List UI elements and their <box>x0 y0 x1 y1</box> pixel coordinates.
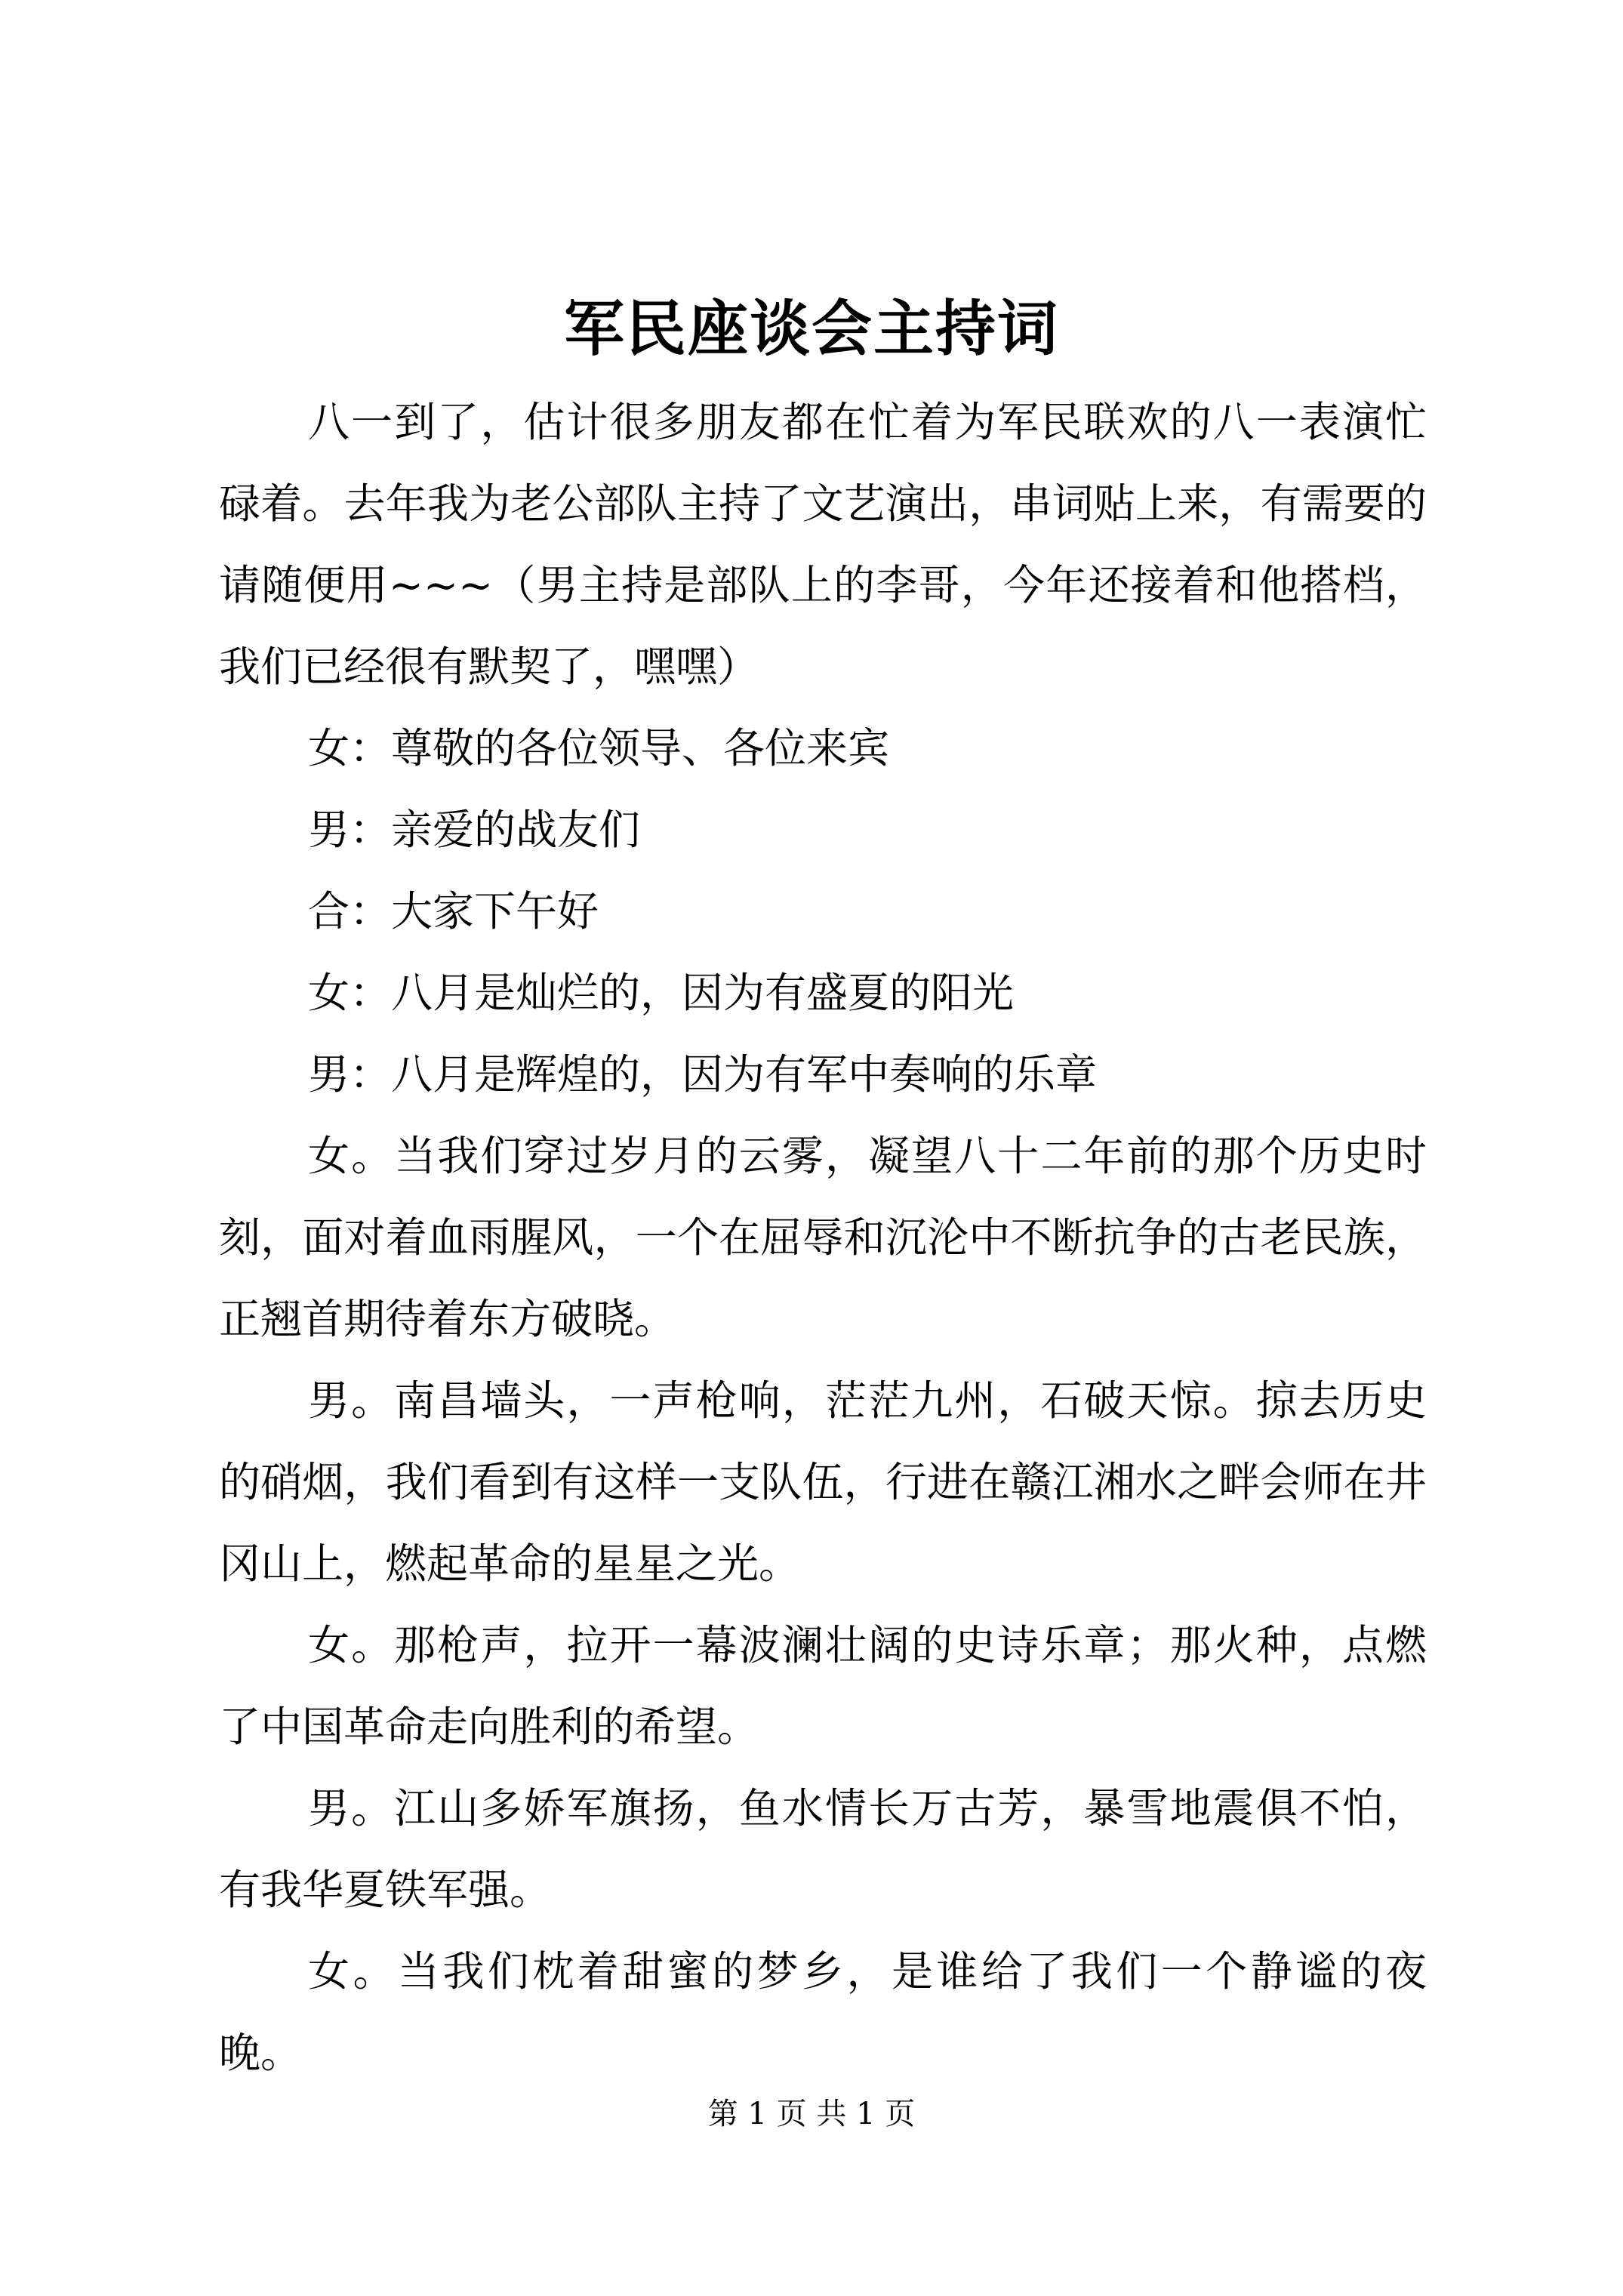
dialogue-line: 男：亲爱的战友们 <box>308 806 641 854</box>
dialogue-line: 女：尊敬的各位领导、各位来宾 <box>308 724 890 772</box>
document-title: 军民座谈会主持词 <box>564 293 1059 364</box>
intro-paragraph: 八一到了，估计很多朋友都在忙着为军民联欢的八一表演忙碌着。去年我为老公部队主持了文艺演出，串词贴上来，有需要的请随便用~~~（男主持是部队上的李哥，今年还接着和他搭档，我们已经很有默契了，嘿嘿） <box>219 398 1427 691</box>
dialogue-paragraph: 女。当我们枕着甜蜜的梦乡，是谁给了我们一个静谧的夜晚。 <box>219 1947 1427 2077</box>
dialogue-paragraph: 女。当我们穿过岁月的云雾，凝望八十二年前的那个历史时刻，面对着血雨腥风，一个在屈辱和沉沦中不断抗争的古老民族，正翘首期待着东方破晓。 <box>219 1132 1427 1343</box>
dialogue-paragraph: 男。南昌墙头，一声枪响，茫茫九州，石破天惊。掠去历史的硝烟，我们看到有这样一支队伍，行进在赣江湘水之畔会师在井冈山上，燃起革命的星星之光。 <box>219 1376 1427 1588</box>
dialogue-line: 男：八月是辉煌的，因为有军中奏响的乐章 <box>308 1050 1098 1099</box>
dialogue-line: 合：大家下午好 <box>308 887 599 935</box>
dialogue-paragraph: 男。江山多娇军旗扬，鱼水情长万古芳，暴雪地震俱不怕，有我华夏铁军强。 <box>219 1784 1427 1914</box>
dialogue-paragraph: 女。那枪声，拉开一幕波澜壮阔的史诗乐章；那火种，点燃了中国革命走向胜利的希望。 <box>219 1621 1427 1751</box>
page-footer: 第 1 页 共 1 页 <box>707 2097 916 2131</box>
document-body <box>219 381 1427 2094</box>
dialogue-line: 女：八月是灿烂的，因为有盛夏的阳光 <box>308 969 1015 1017</box>
